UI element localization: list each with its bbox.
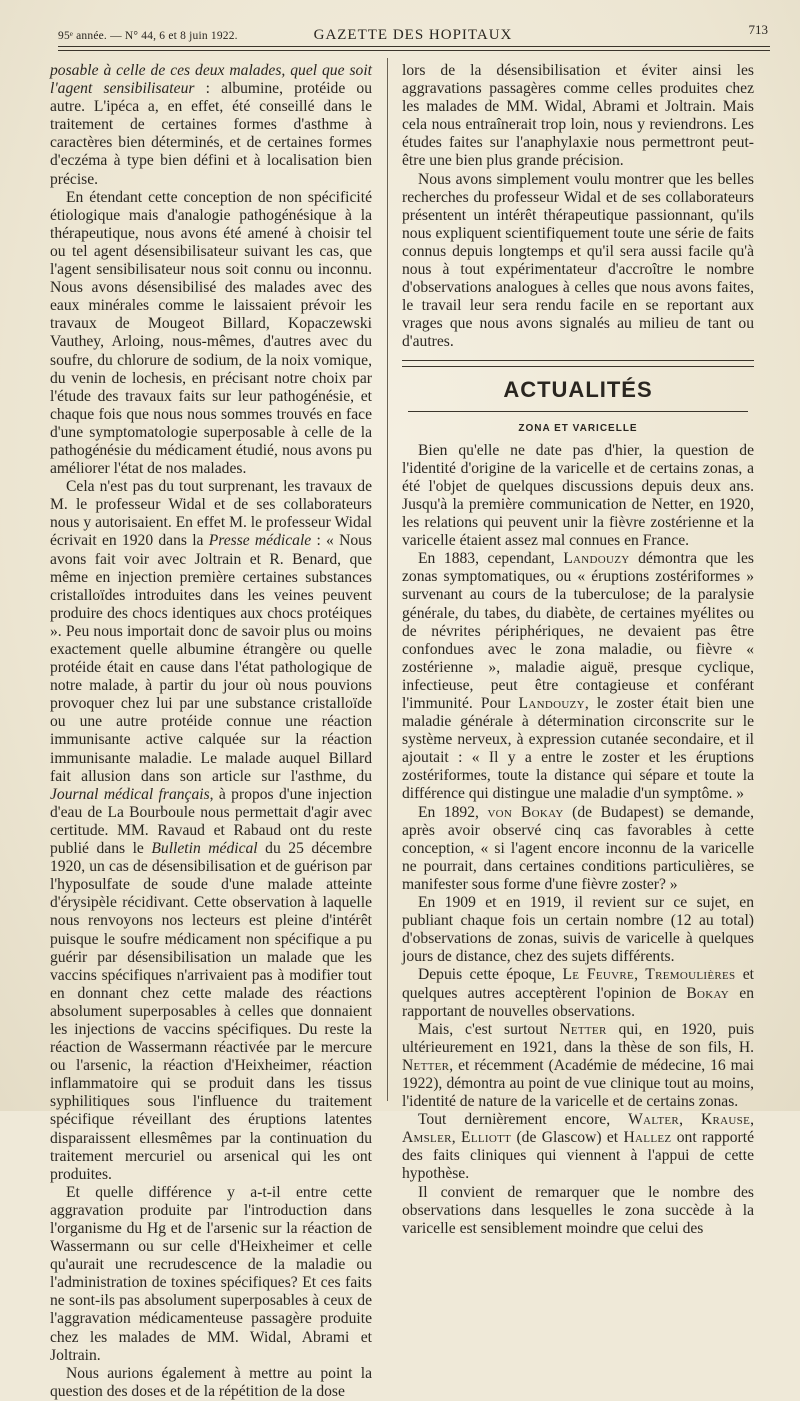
journal-citation: Journal médical français [50,785,210,803]
journal-citation: Presse médicale [208,532,312,550]
paragraph: Il convient de remarquer que le nombre des observations dans lesquelles le zona succède à la varicelle est sensiblement moindre que celui des [402,1183,754,1237]
author-name: Amsler [402,1129,452,1147]
paragraph: Bien qu'elle ne date pas d'hier, la question de l'identité d'origine de la varicelle et de certains zonas, a été l'objet de quelques discussions depuis deux ans. Jusqu'à la première communication de Netter, en 1920, les relations qui peuvent unir la fièvre zostérienne et la varicelle étaient assez mal connues en France. [402,441,754,550]
issue-info: 95ᵉ année. — N° 44, 6 et 8 juin 1922. [58,30,238,42]
author-name: Elliott [461,1129,512,1147]
author-name: Krause [700,1111,751,1129]
paragraph: Nous aurions également à mettre au point la question des doses et de la répétition de la dose [50,1364,372,1400]
author-name: von Bokay [487,803,564,821]
paragraph: Depuis cette époque, Le Feuvre, Tremoulières et quelques autres acceptèrent l'opinion de Bokay en rapportant de nouvelles observations. [402,966,755,1020]
author-name: Landouzy [518,695,585,712]
journal-title: GAZETTE DES HOPITAUX [313,27,513,43]
author-name: Walter [628,1111,680,1129]
paragraph: Tout dernièrement encore, Walter, Krause, Amsler, Elliott (de Glascow) et Hallez ont rapporté des faits cliniques qui viennent à l'appui de cette hypothèse. [402,1111,755,1183]
journal-citation: Bulletin médical [151,840,258,858]
paragraph: Nous avons simplement voulu montrer que les belles recherches du professeur Widal et de ses collaborateurs présentent un intérêt thérapeutique passionnant, qu'ils nous expliquent scientifiquement toute une série de faits connus depuis longtemps et qu'il sera aussi facile qu'à nous à tout expérimentateur d'accroître le nombre d'observations analogues à celles que nous avons faites, le travail leur sera rendu facile en se reportant aux vrages que nous avons signalés au milieu de tant ou d'autres. [402,170,754,351]
section-title: ACTUALITÉS [503,376,653,402]
author-name: Netter [402,1056,450,1074]
page-number: 713 [748,22,768,37]
paragraph: posable à celle de ces deux malades, quel que soit l'agent sensibilisateur : albumine, protéide ou autre. L'ipéca a, en effet, été conseillé dans le traitement de certaines formes d'asthme à caractères bien déterminés, et de certaines formes d'eczéma à type bien défini et à localisation bien précise. [50,62,372,188]
paragraph: En 1909 et en 1919, il revient sur ce sujet, en publiant chaque fois un certain nombre (12 au total) d'observations de zonas, suivis de varicelle à quelques jours de distance, chez des sujets différents. [402,894,754,966]
author-name: Netter [559,1020,607,1038]
running-header [58,22,768,46]
author-name: Le Feuvre [562,966,635,984]
left-column [50,62,372,1401]
paragraph: Et quelle différence y a-t-il entre cette aggravation produite par l'introduction dans l'organisme du Hg et de l'arsenic sur la réaction de Wassermann ou sur celle d'Heixheimer et celle qu'aurait une recrudescence de la maladie ou l'administration de toxines spécifiques? Et ces faits ne sont-ils pas absolument superposables à ceux de l'aggravation médicamenteuse passagère produite chez les malades de MM. Widal, Abrami et Joltrain. [50,1183,372,1364]
author-name: Tremoulières [645,966,736,984]
author-name: Landouzy [563,550,630,568]
paragraph: Mais, c'est surtout Netter qui, en 1920, puis ultérieurement en 1921, dans la thèse de son fils, H. Netter, et récemment (Académie de médecine, 16 mai 1922), démontra au point de vue clinique tout au moins, l'identité de nature de la varicelle et de certains zonas. [402,1020,755,1111]
author-name: Bokay [686,984,730,1002]
paragraph: En étendant cette conception de non spécificité étiologique mais d'analogie pathogénésique à la thérapeutique, nous avons été amené à choisir tel ou tel agent désensibilisateur suivant les cas, que l'agent sensibilisateur nous soit connu ou inconnu. Nous avons désensibilisé des malades avec des eaux minérales comme le laissaient prévoir les travaux de Mougeot Billard, Kopaczewski Vauthey, Arloing, nous-mêmes, d'autres avec du soufre, du chlorure de sodium, de la noix vomique, du venin de lochesis, en précisant notre choix par l'étude des travaux faits sur leur pathogénésie, et chaque fois que nous nous sommes trouvés en face d'une symptomatologie superposable à celle de la pathogénésie du médicament étudié, nous avons pu améliorer l'état de nos malades. [50,188,372,478]
section-separator [402,360,754,367]
header-rule [58,46,770,47]
header-rule-thin [58,50,770,51]
author-name: Hallez [623,1129,672,1147]
column-divider [387,58,388,1101]
right-column [402,62,754,1238]
title-rule [408,411,748,412]
article-title: ZONA ET VARICELLE [518,422,638,434]
paragraph: En 1892, von Bokay (de Budapest) se demande, après avoir observé cinq cas favorables à cette conception, « si l'agent encore inconnu de la varicelle ne pourrait, dans certaines conditions particulières, se manifester sous forme d'une fièvre zoster? » [402,803,754,893]
paragraph: Cela n'est pas du tout surprenant, les travaux de M. le professeur Widal et de ses collaborateurs nous y autorisaient. En effet M. le professeur Widal écrivait en 1920 dans la Presse médicale : « Nous avons fait voir avec Joltrain et R. Benard, que même en injection première certaines substances cristalloïdes introduites dans les veines peuvent produire des chocs identiques aux chocs protéiques ». Peu nous importait donc de savoir plus ou moins exactement quelle albumine étrangère ou quelle protéide était en cause dans l'état pathologique de notre malade, à partir du jour où nous pouvions provoquer chez lui par une substance cristalloïde ou une autre protéide connue une réaction immunisante active calquée sur la réaction immunisante maladie. Le malade auquel Billard fait allusion dans son article sur l'asthme, du Journal médical français, à propos d'une injection d'eau de La Bourboule nous permettait d'agir avec certitude. MM. Ravaud et Rabaud ont du reste publié dans le Bulletin médical du 25 décembre 1920, un cas de désensibilisation et de guérison par l'hyposulfate de soude d'une malade atteinte d'érysipèle récidivant. Cette observation à laquelle nous renvoyons nos lecteurs est pleine d'intérêt puisque le soufre médicament non spécifique a pu guérir par désensibilisation un malade que les vaccins spécifiques n'arrivaient pas à modifier tout en donnant chez cette malade des réactions absolument superposables à celles que donnaient les injections de vaccins spécifiques. Du reste la réaction de Wassermann réactivée par le mercure ou l'arsenic, la réaction d'Heixheimer, réaction inflammatoire qui se produit dans les tissus syphilitiques sous l'influence du traitement spécifique réveillant des éruptions latentes disparaissent ellesmêmes par la continuation du traitement mercuriel ou arsenical qui les ont produites. [50,478,373,1183]
paragraph: lors de la désensibilisation et éviter ainsi les aggravations passagères comme celles produites chez les malades de MM. Widal, Abrami et Joltrain. Mais cela nous entraînerait trop loin, nous y reviendrons. Les études faites sur l'anaphylaxie nous permettront peut-être une bien plus grande précision. [402,62,754,170]
italic-text: posable à celle de ces deux malades, quel que soit l'agent sensibilisateur [50,62,372,98]
paragraph: En 1883, cependant, Landouzy démontra que les zonas symptomatiques, ou « éruptions zostériformes » survenant au cours de la tuberculose; de la paralysie générale, du tabes, du diabète, de certaines myélites ou de névrites périphériques, ne devaient pas être confondues avec le zona maladie, ou fièvre « zostérienne », maladie aiguë, presque cyclique, infectieuse, peut être contagieuse et conférant l'immunité. Pour Landouzy, le zoster était bien une maladie générale à détermination circonscrite sur le système nerveux, à expression cutanée secondaire, et il ajoutait : « Il y a entre le zoster et les éruptions zostériformes, toute la distance qui sépare et toute la différence qui distingue une maladie d'un symptôme. » [402,550,754,803]
